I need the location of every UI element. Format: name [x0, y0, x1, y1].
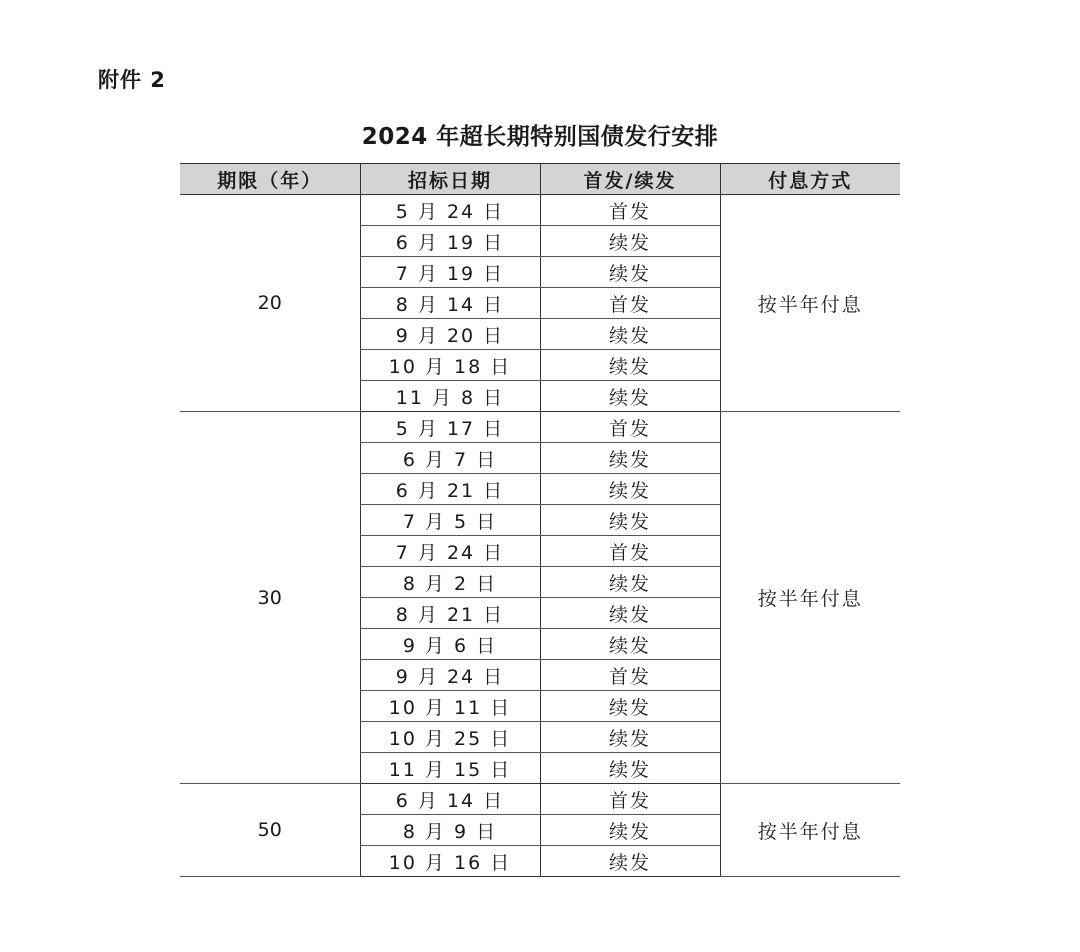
issue-type-cell: 续发	[540, 815, 720, 846]
auction-date-cell: 10 月 11 日	[360, 691, 540, 722]
header-auction-date: 招标日期	[360, 164, 540, 195]
issue-type-cell: 续发	[540, 846, 720, 877]
auction-date-cell: 5 月 17 日	[360, 412, 540, 443]
issue-type-cell: 续发	[540, 350, 720, 381]
issue-type-cell: 续发	[540, 474, 720, 505]
issue-type-cell: 续发	[540, 505, 720, 536]
term-cell: 20	[180, 195, 360, 412]
auction-date-cell: 9 月 24 日	[360, 660, 540, 691]
issue-type-cell: 首发	[540, 660, 720, 691]
auction-date-cell: 8 月 21 日	[360, 598, 540, 629]
issue-type-cell: 续发	[540, 381, 720, 412]
issue-type-cell: 续发	[540, 629, 720, 660]
table-row	[180, 412, 900, 443]
auction-date-cell: 5 月 24 日	[360, 195, 540, 226]
issue-type-cell: 续发	[540, 753, 720, 784]
auction-date-cell: 7 月 5 日	[360, 505, 540, 536]
auction-date-cell: 10 月 18 日	[360, 350, 540, 381]
payment-method-cell: 按半年付息	[720, 195, 900, 412]
auction-date-cell: 9 月 20 日	[360, 319, 540, 350]
table-row	[180, 195, 900, 226]
table-row	[180, 784, 900, 815]
term-cell: 50	[180, 784, 360, 877]
auction-date-cell: 6 月 19 日	[360, 226, 540, 257]
auction-date-cell: 7 月 24 日	[360, 536, 540, 567]
issue-type-cell: 首发	[540, 288, 720, 319]
auction-date-cell: 8 月 9 日	[360, 815, 540, 846]
payment-method-cell: 按半年付息	[720, 412, 900, 784]
issue-type-cell: 续发	[540, 226, 720, 257]
issue-type-cell: 首发	[540, 784, 720, 815]
issuance-schedule-table	[180, 163, 900, 877]
issue-type-cell: 首发	[540, 412, 720, 443]
auction-date-cell: 6 月 14 日	[360, 784, 540, 815]
issue-type-cell: 续发	[540, 319, 720, 350]
auction-date-cell: 7 月 19 日	[360, 257, 540, 288]
document-title: 2024 年超长期特别国债发行安排	[361, 124, 719, 150]
table-header-row	[180, 164, 900, 195]
issue-type-cell: 首发	[540, 195, 720, 226]
auction-date-cell: 8 月 2 日	[360, 567, 540, 598]
issue-type-cell: 续发	[540, 443, 720, 474]
auction-date-cell: 11 月 8 日	[360, 381, 540, 412]
auction-date-cell: 9 月 6 日	[360, 629, 540, 660]
auction-date-cell: 8 月 14 日	[360, 288, 540, 319]
attachment-label: 附件 2	[98, 68, 166, 92]
issue-type-cell: 续发	[540, 598, 720, 629]
issue-type-cell: 续发	[540, 691, 720, 722]
auction-date-cell: 11 月 15 日	[360, 753, 540, 784]
auction-date-cell: 6 月 7 日	[360, 443, 540, 474]
term-cell: 30	[180, 412, 360, 784]
header-issue-type: 首发/续发	[540, 164, 720, 195]
auction-date-cell: 10 月 25 日	[360, 722, 540, 753]
issue-type-cell: 续发	[540, 567, 720, 598]
header-term: 期限（年）	[180, 164, 360, 195]
auction-date-cell: 6 月 21 日	[360, 474, 540, 505]
issue-type-cell: 首发	[540, 536, 720, 567]
auction-date-cell: 10 月 16 日	[360, 846, 540, 877]
payment-method-cell: 按半年付息	[720, 784, 900, 877]
issue-type-cell: 续发	[540, 722, 720, 753]
header-payment-method: 付息方式	[720, 164, 900, 195]
issue-type-cell: 续发	[540, 257, 720, 288]
